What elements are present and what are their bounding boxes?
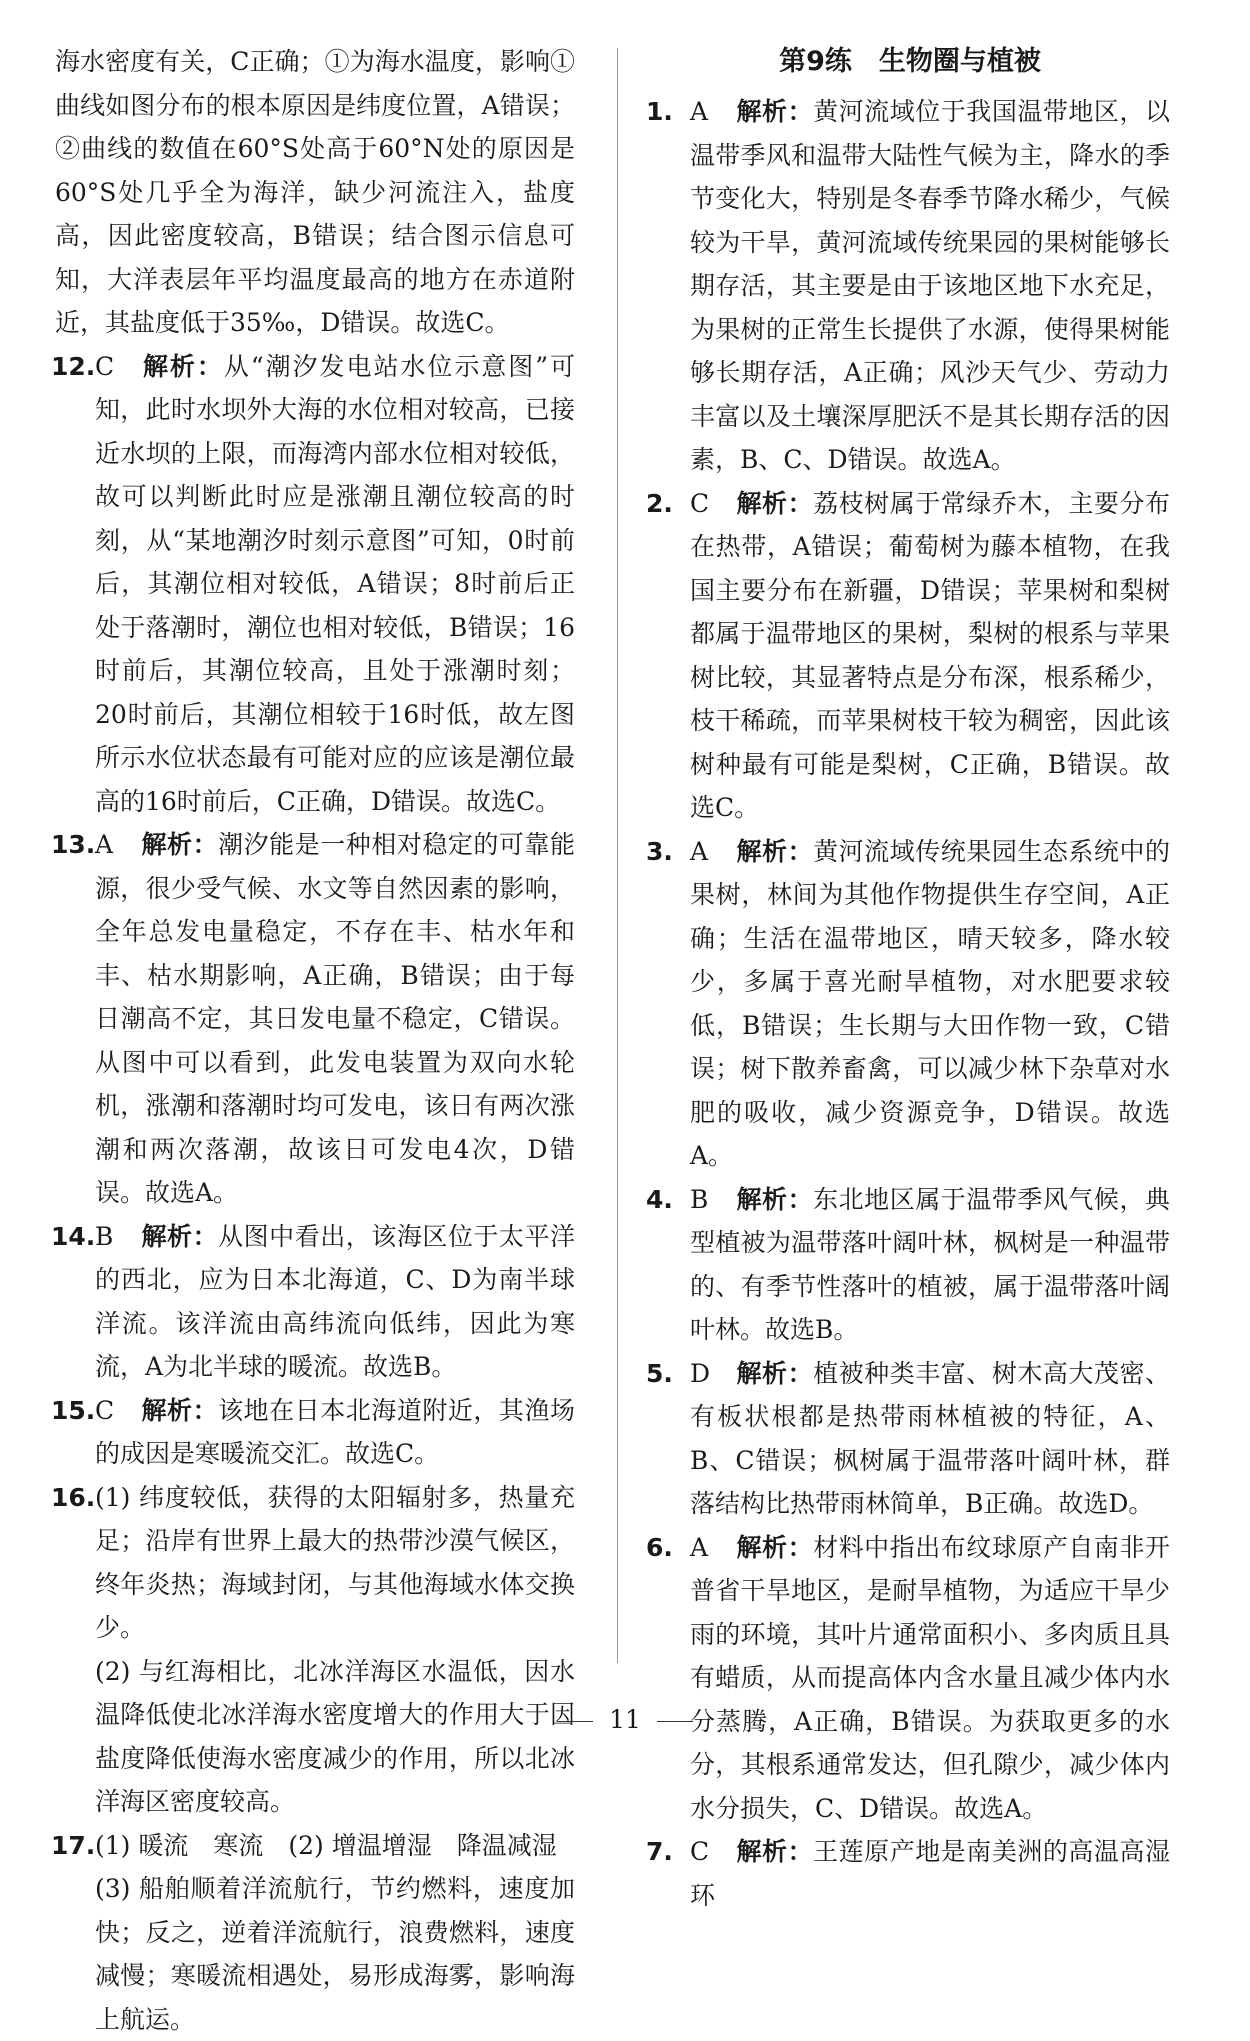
item-number: 12. [51, 345, 95, 389]
answer-item-1 [650, 90, 1170, 482]
analysis-text: 该地在日本北海道附近，其渔场的成因是寒暖流交汇。故选C。 [95, 1396, 575, 1469]
answer-item-2 [650, 482, 1170, 830]
answer-part-2: (2) 与红海相比，北冰洋海区水温低，因水温降低使北冰洋海水密度增大的作用大于因盐度降低使海水密度减少的作用，所以北冰洋海区密度较高。 [95, 1650, 575, 1824]
analysis-text: 潮汐能是一种相对稳定的可靠能源，很少受气候、水文等自然因素的影响，全年总发电量稳定，不存在丰、枯水年和丰、枯水期影响，A正确，B错误；由于每日潮高不定，其日发电量不稳定，C错误。从图中可以看到，此发电装置为双向水轮机，涨潮和落潮时均可发电，该日有两次涨潮和两次落潮，故该日可发电4次，D错误。故选A。 [95, 830, 575, 1207]
item-number: 3. [646, 830, 673, 874]
answer-item-17 [55, 1824, 575, 2041]
answer-letter: D [690, 1352, 736, 1396]
answer-letter: A [690, 90, 736, 134]
answer-item-13 [55, 823, 575, 1215]
continuation-paragraph: 海水密度有关，C正确；①为海水温度，影响①曲线如图分布的根本原因是纬度位置，A错误；②曲线的数值在60°S处高于60°N处的原因是60°S处几乎全为海洋，缺少河流注入，盐度高，因此密度较高，B错误；结合图示信息可知，大洋表层年平均温度最高的地方在赤道附近，其盐度低于35‰，D错误。故选C。 [55, 40, 575, 345]
answer-letter: C [95, 345, 141, 389]
answer-item-5 [650, 1352, 1170, 1526]
left-column [55, 40, 575, 2041]
item-number: 6. [646, 1526, 673, 1570]
answer-item-7 [650, 1830, 1170, 1917]
answer-part-1: (1) 纬度较低，获得的太阳辐射多，热量充足；沿岸有世界上最大的热带沙漠气候区，终年炎热；海域封闭，与其他海域水体交换少。 [95, 1483, 575, 1643]
right-column [650, 40, 1170, 1917]
answer-letter: C [690, 482, 736, 526]
answer-item-14 [55, 1215, 575, 1389]
analysis-label: 解析： [736, 837, 813, 866]
analysis-text: 从图中看出，该海区位于太平洋的西北，应为日本北海道，C、D为南半球洋流。该洋流由高纬流向低纬，因此为寒流，A为北半球的暖流。故选B。 [95, 1222, 575, 1382]
footer-dash-left [557, 1721, 593, 1722]
item-number: 5. [646, 1352, 673, 1396]
item-number: 15. [51, 1389, 95, 1433]
item-number: 13. [51, 823, 95, 867]
answer-letter: B [690, 1178, 736, 1222]
analysis-label: 解析： [141, 830, 218, 859]
footer-dash-right [657, 1721, 693, 1722]
analysis-text: 植被种类丰富、树木高大茂密、有板状根都是热带雨林植被的特征，A、B、C错误；枫树属于温带落叶阔叶林，群落结构比热带雨林简单，B正确。故选D。 [690, 1359, 1170, 1519]
item-number: 14. [51, 1215, 95, 1259]
analysis-label: 解析： [736, 97, 813, 126]
item-number: 16. [51, 1476, 95, 1520]
analysis-text: 东北地区属于温带季风气候，典型植被为温带落叶阔叶林，枫树是一种温带的、有季节性落叶的植被，属于温带落叶阔叶林。故选B。 [690, 1185, 1170, 1345]
analysis-label: 解析： [736, 1533, 813, 1562]
analysis-text: 荔枝树属于常绿乔木，主要分布在热带，A错误；葡萄树为藤本植物，在我国主要分布在新疆，D错误；苹果树和梨树都属于温带地区的果树，梨树的根系与苹果树比较，其显著特点是分布深，根系稀少，枝干稀疏，而苹果树枝干较为稠密，因此该树种最有可能是梨树，C正确，B错误。故选C。 [690, 489, 1170, 823]
answer-letter: C [95, 1389, 141, 1433]
item-number: 1. [646, 90, 673, 134]
analysis-text: 黄河流域位于我国温带地区，以温带季风和温带大陆性气候为主，降水的季节变化大，特别是冬春季节降水稀少，气候较为干旱，黄河流域传统果园的果树能够长期存活，其主要是由于该地区地下水充足，为果树的正常生长提供了水源，使得果树能够长期存活，A正确；风沙天气少、劳动力丰富以及土壤深厚肥沃不是其长期存活的因素，B、C、D错误。故选A。 [690, 97, 1170, 474]
analysis-label: 解析： [736, 489, 813, 518]
answer-letter: B [95, 1215, 141, 1259]
analysis-label: 解析： [141, 1222, 218, 1251]
answer-part-2: (3) 船舶顺着洋流航行，节约燃料，速度加快；反之，逆着洋流航行，浪费燃料，速度减慢；寒暖流相遇处，易形成海雾，影响海上航运。 [95, 1867, 575, 2041]
answer-letter: C [690, 1830, 736, 1874]
analysis-text: 从“潮汐发电站水位示意图”可知，此时水坝外大海的水位相对较高，已接近水坝的上限，而海湾内部水位相对较低，故可以判断此时应是涨潮且潮位较高的时刻，从“某地潮汐时刻示意图”可知，0时前后，其潮位相对较低，A错误；8时前后正处于落潮时，潮位也相对较低，B错误；16时前后，其潮位较高，且处于涨潮时刻；20时前后，其潮位相较于16时低，故左图所示水位状态最有可能对应的应该是潮位最高的16时前后，C正确，D错误。故选C。 [95, 352, 575, 816]
item-number: 2. [646, 482, 673, 526]
answer-item-3 [650, 830, 1170, 1178]
answer-item-12 [55, 345, 575, 824]
page-footer [0, 1705, 1250, 1734]
answer-letter: A [95, 823, 141, 867]
analysis-label: 解析： [736, 1837, 813, 1866]
analysis-label: 解析： [736, 1359, 813, 1388]
analysis-text: 王莲原产地是南美洲的高温高湿环 [690, 1837, 1170, 1910]
item-number: 7. [646, 1830, 673, 1874]
answer-item-6 [650, 1526, 1170, 1831]
analysis-label: 解析： [736, 1185, 813, 1214]
analysis-text: 材料中指出布纹球原产自南非开普省干旱地区，是耐旱植物，为适应干旱少雨的环境，其叶片通常面积小、多肉质且具有蜡质，从而提高体内含水量且减少体内水分蒸腾，A正确，B错误。为获取更多的水分，其根系通常发达，但孔隙少，减少体内水分损失，C、D错误。故选A。 [690, 1533, 1170, 1823]
answer-part-1: (1) 暖流 寒流 (2) 增温增湿 降温减湿 [95, 1831, 557, 1860]
answer-item-15 [55, 1389, 575, 1476]
answer-item-4 [650, 1178, 1170, 1352]
answer-item-16 [55, 1476, 575, 1824]
answer-letter: A [690, 1526, 736, 1570]
item-number: 4. [646, 1178, 673, 1222]
analysis-label: 解析： [141, 1396, 218, 1425]
analysis-label: 解析： [141, 352, 224, 381]
page-number: 11 [609, 1705, 641, 1734]
answer-letter: A [690, 830, 736, 874]
section-title: 第9练 生物圈与植被 [650, 40, 1170, 84]
analysis-text: 黄河流域传统果园生态系统中的果树，林间为其他作物提供生存空间，A正确；生活在温带地区，晴天较多，降水较少，多属于喜光耐旱植物，对水肥要求较低，B错误；生长期与大田作物一致，C错误；树下散养畜禽，可以减少林下杂草对水肥的吸收，减少资源竞争，D错误。故选A。 [690, 837, 1170, 1171]
item-number: 17. [51, 1824, 95, 1868]
column-divider [617, 48, 618, 1663]
